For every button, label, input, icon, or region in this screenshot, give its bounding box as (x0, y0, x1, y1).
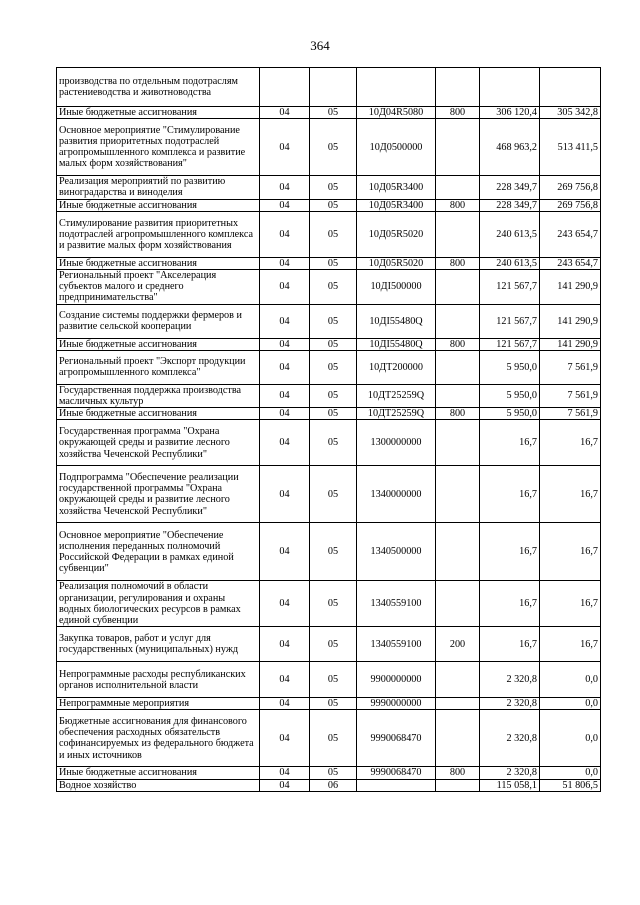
amount-year2-cell: 7 561,9 (540, 384, 601, 407)
target-article-cell: 10ДI500000 (357, 270, 436, 305)
subsection-code-cell: 05 (310, 211, 357, 257)
amount-year1-cell: 5 950,0 (480, 384, 540, 407)
amount-year1-cell: 121 567,7 (480, 338, 540, 350)
section-code-cell: 04 (260, 627, 310, 662)
table-row (57, 211, 601, 257)
row-name-cell: Закупка товаров, работ и услуг для государственных (муниципальных) нужд (57, 627, 260, 662)
expense-type-cell: 800 (436, 199, 480, 211)
table-row (57, 662, 601, 698)
section-code-cell: 04 (260, 408, 310, 420)
table-row (57, 176, 601, 199)
row-name-cell: Реализация полномочий в области организации, регулирования и охраны водных биологических ресурсов в рамках единой субвенции (57, 581, 260, 627)
expense-type-cell: 800 (436, 408, 480, 420)
amount-year1-cell: 5 950,0 (480, 350, 540, 384)
row-name-cell: Стимулирование развития приоритетных подотраслей агропромышленного комплекса и развитие малых форм хозяйствования (57, 211, 260, 257)
amount-year2-cell: 269 756,8 (540, 176, 601, 199)
amount-year2-cell: 141 290,9 (540, 338, 601, 350)
target-article-cell (357, 779, 436, 791)
expense-type-cell: 800 (436, 257, 480, 269)
section-code-cell: 04 (260, 710, 310, 767)
amount-year2-cell: 0,0 (540, 698, 601, 710)
subsection-code-cell: 05 (310, 698, 357, 710)
section-code-cell: 04 (260, 523, 310, 581)
expense-type-cell (436, 523, 480, 581)
subsection-code-cell: 05 (310, 662, 357, 698)
expense-type-cell (436, 698, 480, 710)
subsection-code-cell: 05 (310, 176, 357, 199)
row-name-cell: Подпрограмма "Обеспечение реализации государственной программы "Охрана окружающей среды и развитие лесного хозяйства Чеченской Республики" (57, 466, 260, 523)
subsection-code-cell: 05 (310, 581, 357, 627)
target-article-cell: 10ДI55480Q (357, 338, 436, 350)
subsection-code-cell: 05 (310, 304, 357, 338)
amount-year1-cell: 468 963,2 (480, 119, 540, 176)
expense-type-cell (436, 350, 480, 384)
amount-year1-cell (480, 68, 540, 107)
amount-year2-cell: 513 411,5 (540, 119, 601, 176)
row-name-cell: Создание системы поддержки фермеров и развитие сельской кооперации (57, 304, 260, 338)
expense-type-cell (436, 581, 480, 627)
subsection-code-cell: 06 (310, 779, 357, 791)
budget-table-body (57, 68, 601, 792)
subsection-code-cell: 05 (310, 119, 357, 176)
target-article-cell: 10Д05R5020 (357, 211, 436, 257)
expense-type-cell (436, 211, 480, 257)
target-article-cell: 10Д04R5080 (357, 107, 436, 119)
section-code-cell: 04 (260, 350, 310, 384)
expense-type-cell (436, 420, 480, 466)
section-code-cell: 04 (260, 698, 310, 710)
amount-year2-cell: 16,7 (540, 420, 601, 466)
target-article-cell: 10ДТ200000 (357, 350, 436, 384)
expense-type-cell (436, 176, 480, 199)
target-article-cell: 9990068470 (357, 710, 436, 767)
expense-type-cell (436, 662, 480, 698)
section-code-cell (260, 68, 310, 107)
target-article-cell: 10ДТ25259Q (357, 384, 436, 407)
table-row (57, 119, 601, 176)
table-row (57, 627, 601, 662)
amount-year1-cell: 306 120,4 (480, 107, 540, 119)
row-name-cell: Непрограммные расходы республиканских органов исполнительной власти (57, 662, 260, 698)
table-row (57, 408, 601, 420)
target-article-cell: 9900000000 (357, 662, 436, 698)
section-code-cell: 04 (260, 304, 310, 338)
target-article-cell: 1300000000 (357, 420, 436, 466)
amount-year1-cell: 16,7 (480, 523, 540, 581)
amount-year1-cell: 121 567,7 (480, 304, 540, 338)
section-code-cell: 04 (260, 420, 310, 466)
table-row (57, 68, 601, 107)
target-article-cell: 10ДТ25259Q (357, 408, 436, 420)
expense-type-cell (436, 779, 480, 791)
section-code-cell: 04 (260, 662, 310, 698)
amount-year2-cell: 16,7 (540, 581, 601, 627)
subsection-code-cell: 05 (310, 710, 357, 767)
section-code-cell: 04 (260, 119, 310, 176)
subsection-code-cell: 05 (310, 523, 357, 581)
row-name-cell: Основное мероприятие "Стимулирование развития приоритетных подотраслей агропромышленного комплекса и развитие малых форм хозяйствования" (57, 119, 260, 176)
target-article-cell: 1340000000 (357, 466, 436, 523)
subsection-code-cell: 05 (310, 257, 357, 269)
amount-year2-cell: 0,0 (540, 710, 601, 767)
row-name-cell: Региональный проект "Акселерация субъектов малого и среднего предпринимательства" (57, 270, 260, 305)
amount-year1-cell: 2 320,8 (480, 767, 540, 779)
subsection-code-cell: 05 (310, 107, 357, 119)
table-row (57, 710, 601, 767)
subsection-code-cell: 05 (310, 408, 357, 420)
target-article-cell: 1340559100 (357, 627, 436, 662)
amount-year1-cell: 115 058,1 (480, 779, 540, 791)
amount-year2-cell: 51 806,5 (540, 779, 601, 791)
expense-type-cell: 200 (436, 627, 480, 662)
amount-year2-cell: 269 756,8 (540, 199, 601, 211)
section-code-cell: 04 (260, 384, 310, 407)
target-article-cell: 10ДI55480Q (357, 304, 436, 338)
amount-year1-cell: 228 349,7 (480, 176, 540, 199)
expense-type-cell (436, 119, 480, 176)
amount-year2-cell: 16,7 (540, 627, 601, 662)
expense-type-cell (436, 384, 480, 407)
section-code-cell: 04 (260, 466, 310, 523)
target-article-cell: 10Д0500000 (357, 119, 436, 176)
expense-type-cell: 800 (436, 107, 480, 119)
subsection-code-cell: 05 (310, 420, 357, 466)
amount-year2-cell (540, 68, 601, 107)
row-name-cell: Реализация мероприятий по развитию виноградарства и виноделия (57, 176, 260, 199)
table-row (57, 350, 601, 384)
section-code-cell: 04 (260, 767, 310, 779)
amount-year2-cell: 243 654,7 (540, 257, 601, 269)
subsection-code-cell: 05 (310, 338, 357, 350)
amount-year2-cell: 16,7 (540, 523, 601, 581)
amount-year2-cell: 0,0 (540, 767, 601, 779)
row-name-cell: Государственная программа "Охрана окружающей среды и развитие лесного хозяйства Чеченской Республики" (57, 420, 260, 466)
subsection-code-cell: 05 (310, 270, 357, 305)
table-row (57, 523, 601, 581)
row-name-cell: Иные бюджетные ассигнования (57, 257, 260, 269)
row-name-cell: Иные бюджетные ассигнования (57, 199, 260, 211)
target-article-cell: 10Д05R3400 (357, 176, 436, 199)
amount-year1-cell: 240 613,5 (480, 211, 540, 257)
subsection-code-cell: 05 (310, 350, 357, 384)
amount-year1-cell: 240 613,5 (480, 257, 540, 269)
expense-type-cell (436, 710, 480, 767)
section-code-cell: 04 (260, 107, 310, 119)
table-row (57, 338, 601, 350)
table-row (57, 581, 601, 627)
row-name-cell: Водное хозяйство (57, 779, 260, 791)
amount-year2-cell: 141 290,9 (540, 270, 601, 305)
amount-year2-cell: 141 290,9 (540, 304, 601, 338)
section-code-cell: 04 (260, 211, 310, 257)
amount-year1-cell: 121 567,7 (480, 270, 540, 305)
table-row (57, 466, 601, 523)
expense-type-cell (436, 68, 480, 107)
subsection-code-cell: 05 (310, 384, 357, 407)
amount-year2-cell: 7 561,9 (540, 408, 601, 420)
expense-type-cell (436, 270, 480, 305)
table-row (57, 779, 601, 791)
row-name-cell: Иные бюджетные ассигнования (57, 408, 260, 420)
amount-year2-cell: 16,7 (540, 466, 601, 523)
target-article-cell: 10Д05R5020 (357, 257, 436, 269)
page-number: 364 (310, 38, 330, 53)
row-name-cell: Иные бюджетные ассигнования (57, 767, 260, 779)
row-name-cell: Региональный проект "Экспорт продукции агропромышленного комплекса" (57, 350, 260, 384)
row-name-cell: производства по отдельным подотраслям растениеводства и животноводства (57, 68, 260, 107)
amount-year2-cell: 7 561,9 (540, 350, 601, 384)
section-code-cell: 04 (260, 581, 310, 627)
expense-type-cell (436, 466, 480, 523)
subsection-code-cell: 05 (310, 199, 357, 211)
subsection-code-cell (310, 68, 357, 107)
row-name-cell: Непрограммные мероприятия (57, 698, 260, 710)
table-row (57, 304, 601, 338)
row-name-cell: Иные бюджетные ассигнования (57, 338, 260, 350)
target-article-cell: 1340500000 (357, 523, 436, 581)
table-row (57, 420, 601, 466)
target-article-cell (357, 68, 436, 107)
table-row (57, 257, 601, 269)
target-article-cell: 1340559100 (357, 581, 436, 627)
subsection-code-cell: 05 (310, 466, 357, 523)
subsection-code-cell: 05 (310, 767, 357, 779)
table-row (57, 107, 601, 119)
amount-year1-cell: 16,7 (480, 581, 540, 627)
table-row (57, 698, 601, 710)
table-row (57, 199, 601, 211)
row-name-cell: Бюджетные ассигнования для финансового обеспечения расходных обязательств софинансируемых из федерального бюджета и иных источников (57, 710, 260, 767)
table-row (57, 384, 601, 407)
amount-year1-cell: 16,7 (480, 627, 540, 662)
amount-year1-cell: 2 320,8 (480, 710, 540, 767)
row-name-cell: Государственная поддержка производства масличных культур (57, 384, 260, 407)
table-row (57, 767, 601, 779)
target-article-cell: 10Д05R3400 (357, 199, 436, 211)
amount-year1-cell: 16,7 (480, 420, 540, 466)
row-name-cell: Иные бюджетные ассигнования (57, 107, 260, 119)
section-code-cell: 04 (260, 779, 310, 791)
amount-year1-cell: 2 320,8 (480, 698, 540, 710)
expense-type-cell: 800 (436, 767, 480, 779)
section-code-cell: 04 (260, 270, 310, 305)
subsection-code-cell: 05 (310, 627, 357, 662)
table-row (57, 270, 601, 305)
section-code-cell: 04 (260, 257, 310, 269)
target-article-cell: 9990068470 (357, 767, 436, 779)
amount-year1-cell: 5 950,0 (480, 408, 540, 420)
section-code-cell: 04 (260, 176, 310, 199)
target-article-cell: 9990000000 (357, 698, 436, 710)
amount-year1-cell: 228 349,7 (480, 199, 540, 211)
amount-year1-cell: 2 320,8 (480, 662, 540, 698)
section-code-cell: 04 (260, 199, 310, 211)
expense-type-cell (436, 304, 480, 338)
budget-table (56, 67, 601, 792)
amount-year2-cell: 243 654,7 (540, 211, 601, 257)
amount-year2-cell: 305 342,8 (540, 107, 601, 119)
amount-year2-cell: 0,0 (540, 662, 601, 698)
row-name-cell: Основное мероприятие "Обеспечение исполнения переданных полномочий Российской Федерации в рамках единой субвенции" (57, 523, 260, 581)
section-code-cell: 04 (260, 338, 310, 350)
expense-type-cell: 800 (436, 338, 480, 350)
amount-year1-cell: 16,7 (480, 466, 540, 523)
